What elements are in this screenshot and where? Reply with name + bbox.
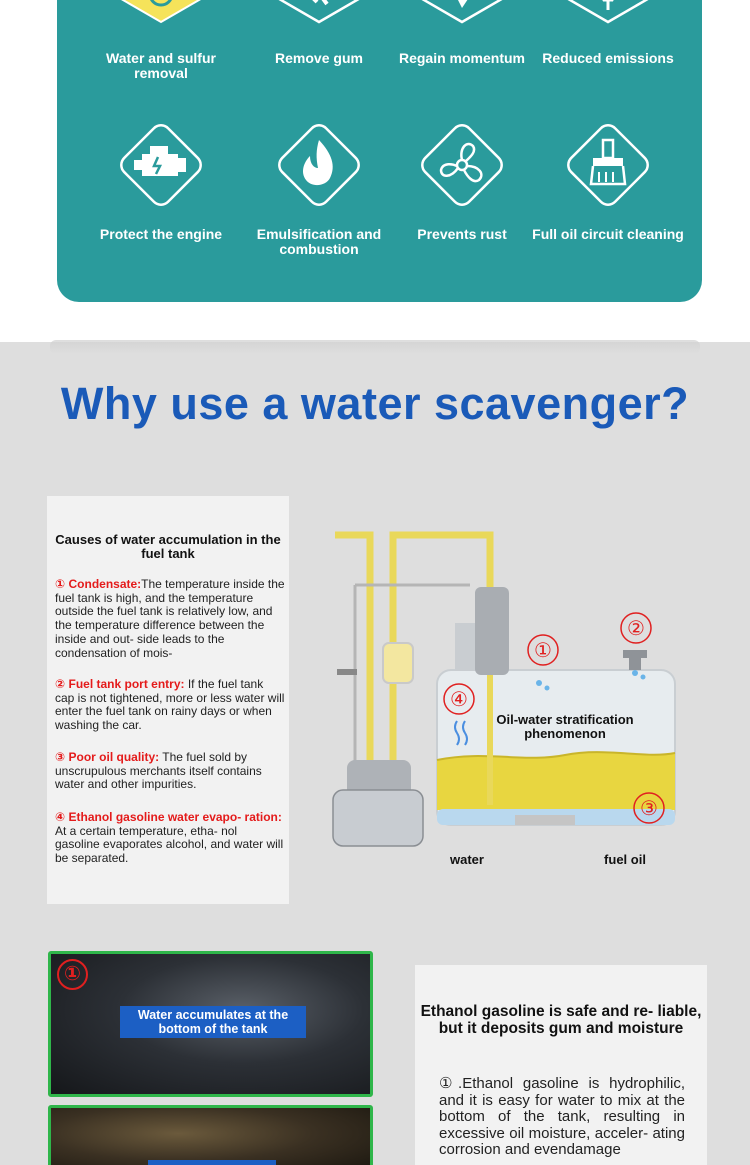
brush-icon — [553, 110, 663, 220]
causes-card — [47, 496, 289, 904]
causes-title: Causes of water accumulation in the fuel tank — [55, 532, 281, 561]
spray-icon — [269, 0, 369, 28]
ethanol-body: ①.Ethanol gasoline is hydrophilic, and it is easy for water to mix at the bottom of the tank, resulting in excessive oil moisture, acceler- ating corrosion and evendamage — [439, 1075, 685, 1158]
tank-photo-2 — [48, 1105, 373, 1165]
engine-icon — [106, 110, 216, 220]
cause-heading: ③ Poor oil quality: — [55, 750, 160, 764]
marker-1: ① — [534, 640, 552, 662]
cause-condensate — [55, 578, 285, 660]
benefit-label: Remove gum — [275, 50, 363, 66]
fan-icon — [407, 110, 517, 220]
benefit-label: Reduced emissions — [542, 50, 674, 66]
cause-heading: ④ Ethanol gasoline water evapo- ration: — [55, 810, 282, 824]
stratification-label: Oil-water stratification phenomenon — [496, 712, 634, 741]
marker-4: ④ — [450, 689, 468, 711]
cause-heading: ① Condensate: — [55, 577, 142, 591]
benefit-label: Water and sulfur removal — [106, 50, 216, 81]
exhaust-icon — [558, 0, 658, 28]
fuel-oil-label: fuel oil — [604, 852, 646, 867]
thrust-icon — [412, 0, 512, 28]
cause-text: The temperature inside the fuel tank is high, and the temperature outside the fuel tank is relatively low, and the temperature difference between the inside and out- side leads to the condensation of mois- — [55, 577, 285, 660]
marker-3: ③ — [640, 798, 658, 820]
benefits-panel — [57, 0, 702, 302]
photo-badge: ① — [57, 959, 88, 990]
section-divider — [50, 340, 700, 354]
benefit-label: Regain momentum — [398, 50, 525, 66]
benefit-label: Emulsification and combustion — [256, 226, 382, 257]
ethanol-card — [415, 965, 707, 1165]
ethanol-title: Ethanol gasoline is safe and re- liable, but it deposits gum and moisture — [420, 1003, 702, 1037]
photo-caption: Water accumulates at the bottom of the tank — [120, 1006, 306, 1038]
flame-icon — [264, 110, 374, 220]
water-label: water — [450, 852, 484, 867]
photo-caption-2 — [148, 1160, 276, 1165]
cause-text: If the fuel tank cap is not tightened, more or less water will enter the fuel tank on rainy days or when washing the car. — [55, 677, 285, 733]
cause-oil-quality — [55, 751, 285, 792]
cause-heading: ② Fuel tank port entry: — [55, 677, 185, 691]
cause-text: At a certain temperature, etha- nol gasoline evaporates alcohol, and water will be separated. — [55, 823, 284, 866]
marker-2: ② — [627, 618, 645, 640]
benefit-label: Protect the engine — [99, 226, 223, 242]
fuel-tank-diagram — [325, 525, 685, 880]
fuel-tank-illustration — [325, 525, 685, 875]
section-title: Why use a water scavenger? — [60, 378, 690, 429]
cause-ethanol — [55, 811, 285, 866]
benefit-label: Prevents rust — [417, 226, 507, 242]
cause-text: The fuel sold by unscrupulous merchants itself contains water and other impurities. — [55, 750, 262, 792]
cause-tank-port — [55, 678, 285, 733]
benefit-label: Full oil circuit cleaning — [532, 226, 684, 242]
water-drop-icon — [111, 0, 211, 28]
